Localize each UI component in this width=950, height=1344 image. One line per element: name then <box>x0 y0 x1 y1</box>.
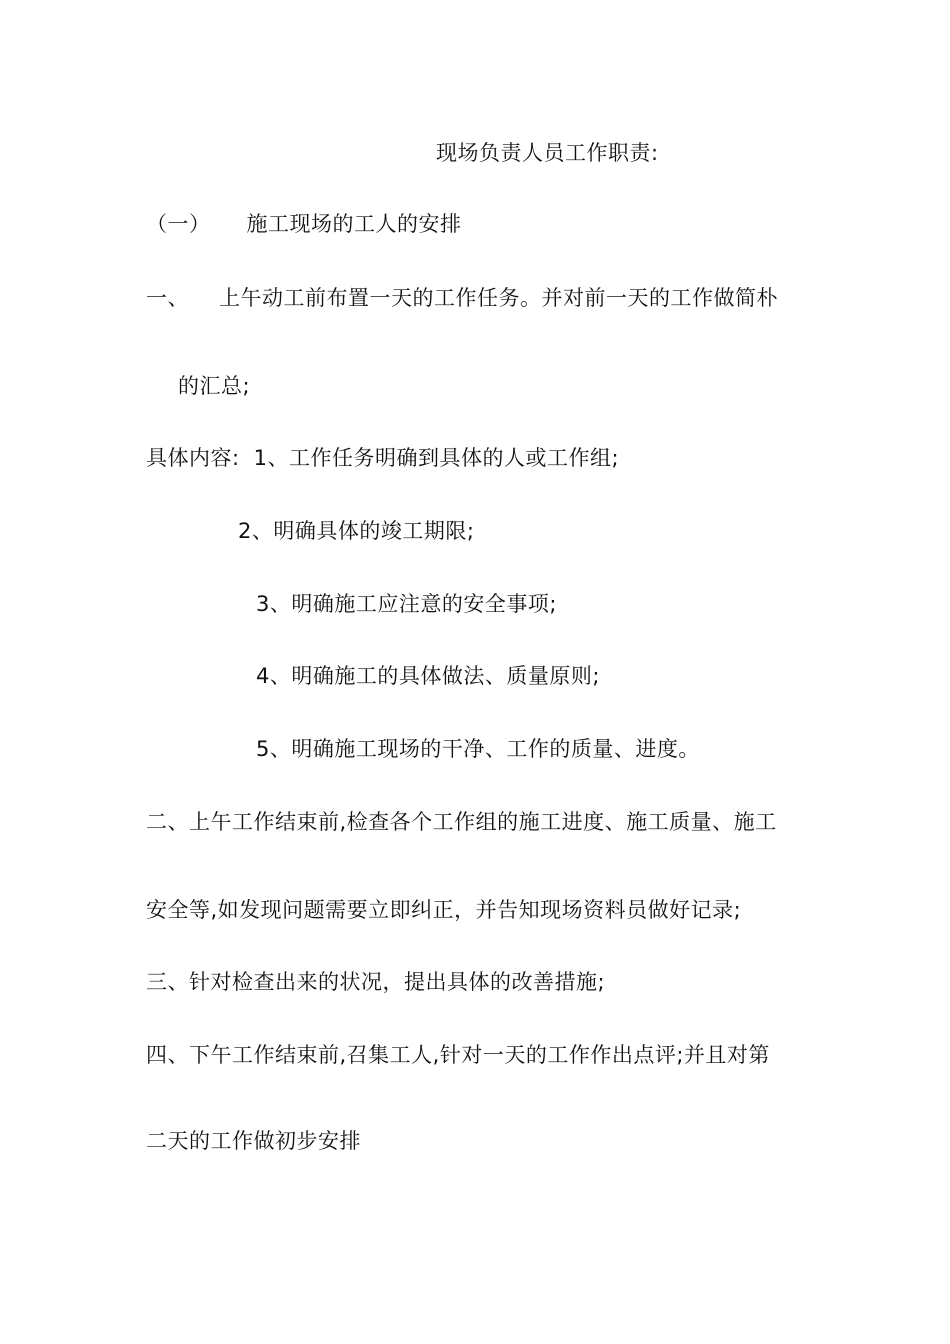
section-title: 施工现场的工人的安排 <box>246 212 462 236</box>
item-1-marker: 一、 <box>146 286 189 310</box>
item-1 <box>146 284 778 312</box>
item-2-line-1: 二、上午工作结束前,检查各个工作组的施工进度、施工质量、施工 <box>146 810 777 834</box>
item-1-text: 上午动工前布置一天的工作任务。并对前一天的工作做简朴 <box>219 286 778 310</box>
details-line-1 <box>146 444 619 472</box>
item-4-line-1: 四、下午工作结束前,召集工人,针对一天的工作作出点评;并且对第 <box>146 1043 770 1067</box>
item-4-line-2: 二天的工作做初步安排 <box>146 1129 361 1153</box>
item-3: 三、针对检查出来的状况，提出具体的改善措施; <box>146 970 606 994</box>
detail-item: 2、明确具体的竣工期限; <box>238 519 475 543</box>
detail-item: 5、明确施工现场的干净、工作的质量、进度。 <box>256 737 700 761</box>
section-heading <box>146 210 462 238</box>
section-marker: （一） <box>146 212 211 236</box>
details-label: 具体内容: <box>146 446 240 470</box>
detail-item: 3、明确施工应注意的安全事项; <box>256 592 557 616</box>
detail-item: 1、工作任务明确到具体的人或工作组; <box>253 446 620 470</box>
item-2-line-2: 安全等,如发现问题需要立即纠正，并告知现场资料员做好记录; <box>146 898 742 922</box>
document-title: 现场负责人员工作职责: <box>436 141 659 165</box>
item-1-continuation: 的汇总; <box>178 374 251 398</box>
detail-item: 4、明确施工的具体做法、质量原则; <box>256 664 600 688</box>
